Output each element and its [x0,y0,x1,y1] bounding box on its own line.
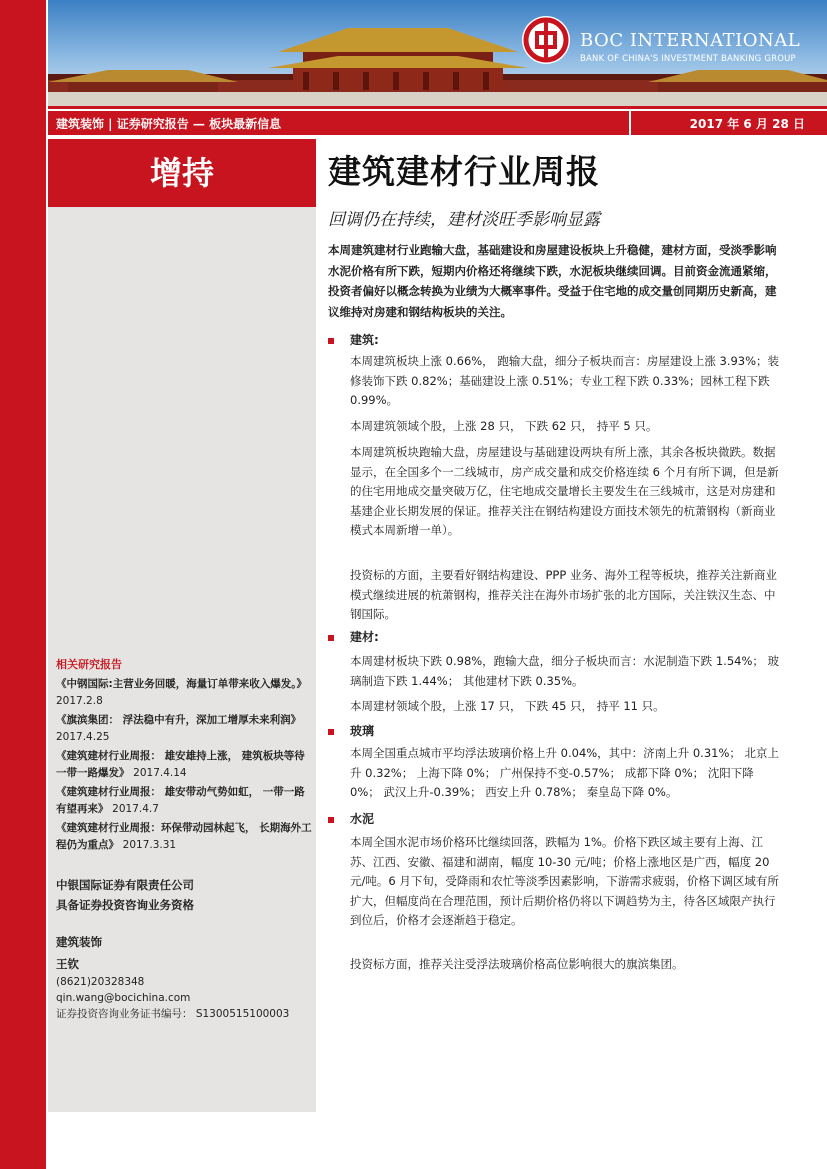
section-heading-construction: 建筑: [328,331,379,348]
summary-paragraph: 本周建筑建材行业跑输大盘，基础建设和房屋建设板块上升稳健，建材方面，受淡季影响水泥价格有所下跌，短期内价格还将继续下跌，水泥板块继续回调。目前资金流通紧缩，投资者偏好以概念转换为业绩为大概率事件。受益于住宅地的成交量创同期历史新高，建议维持对房建和钢结构板块的关注。 [328,243,777,319]
breadcrumb: 建筑装饰 | 证券研究报告 — 板块最新信息 [56,117,282,131]
paragraph: 本周建筑板块跑输大盘，房屋建设与基础建设两块有所上涨，其余各板块微跌。数据显示，在全国多个一二线城市，房产成交量和成交价格连续 6 个月有所下调，但是新的住宅用地成交量突破万亿，住宅地成交量增长主要发生在三线城市，这是对房建和基建企业长期发展的保证。推荐关注在钢结构建设方面技术领先的杭萧钢构（新商业模式本周新增一单）。 [350,445,779,537]
header-divider [48,106,827,109]
section-heading-cement: 水泥 [328,810,374,827]
header-banner [48,0,827,106]
company-qualification: 具备证券投资咨询业务资格 [56,898,194,912]
rating-badge: 增持 [48,139,316,207]
list-item[interactable]: 《中钢国际:主营业务回暖，海量订单带来收入爆发。》 2017.2.8 [56,678,307,707]
sidebar-panel [48,139,316,1112]
report-subtitle: 回调仍在持续，建材淡旺季影响显露 [328,210,600,230]
palace-illustration [48,0,827,106]
breadcrumb-bar [48,111,827,135]
left-accent-bar [0,0,46,1169]
paragraph: 本周全国水泥市场价格环比继续回落，跌幅为 1%。价格下跌区域主要有上海、江苏、江西、安徽、福建和湖南，幅度 10-30 元/吨；价格上涨地区是广西，幅度 20 元/吨。6 月下旬，受降雨和农忙等淡季因素影响，下游需求疲弱，价格下调区域有所扩大，但幅度尚在合理范围，预计后期价格仍将以下调趋势为主，待各区域限产执行到位后，价格才会逐渐趋于稳定。 [350,835,779,927]
paragraph: 投资标的方面，主要看好钢结构建设、PPP 业务、海外工程等板块，推荐关注新商业模式继续进展的杭萧钢构，推荐关注在海外市场扩张的北方国际，关注铁汉生态、中钢国际。 [350,568,777,621]
analyst-phone: (8621)20328348 [56,976,145,988]
paragraph: 本周建材领域个股，上涨 17 只， 下跌 45 只， 持平 11 只。 [350,699,665,713]
bullet-icon [328,635,334,641]
paragraph: 本周建筑领域个股，上涨 28 只， 下跌 62 只， 持平 5 只。 [350,419,658,433]
paragraph: 本周建筑板块上涨 0.66%， 跑输大盘，细分子板块而言：房屋建设上涨 3.93%；装修装饰下跌 0.82%；基础建设上涨 0.51%；专业工程下跌 0.33%；园林工程下跌 0.99%。 [350,354,780,407]
analyst-license: 证券投资咨询业务证书编号： S1300515100003 [56,1008,290,1020]
logo-subtitle: BANK OF CHINA'S INVESTMENT BANKING GROUP [580,54,796,64]
paragraph: 本周全国重点城市平均浮法玻璃价格上升 0.04%，其中：济南上升 0.31%； 北京上升 0.32%； 上海下降 0%； 广州保持不变-0.57%； 成都下降 0%； 沈阳下降 0%； 武汉上升-0.39%； 西安上升 0.78%； 秦皇岛下降 0%。 [350,746,780,799]
boc-logo-icon [522,16,570,64]
sector-label: 建筑装饰 [56,935,102,949]
section-heading-glass: 玻璃 [328,722,374,739]
bullet-icon [328,729,334,735]
bullet-icon [328,338,334,344]
analyst-email[interactable]: qin.wang@bocichina.com [56,992,191,1004]
related-reports-heading: 相关研究报告 [56,658,122,671]
list-item[interactable]: 《建筑建材行业周报： 雄安雄持上涨， 建筑板块等待一带一路爆发》 2017.4.14 [56,750,305,779]
report-title: 建筑建材行业周报 [328,152,600,191]
section-heading-materials: 建材: [328,628,379,645]
company-name: 中银国际证券有限责任公司 [56,878,194,892]
analyst-name: 王钦 [56,957,79,971]
breadcrumb-divider [629,111,631,135]
list-item[interactable]: 《旗滨集团： 浮法稳中有升，深加工增厚未来利润》 2017.4.25 [56,714,302,743]
paragraph: 投资标方面，推荐关注受浮法玻璃价格高位影响很大的旗滨集团。 [350,957,684,971]
list-item[interactable]: 《建筑建材行业周报： 雄安带动气势如虹， 一带一路有望再来》 2017.4.7 [56,786,305,815]
list-item[interactable]: 《建筑建材行业周报：环保带动园林起飞， 长期海外工程仍为重点》 2017.3.31 [56,822,312,851]
report-date: 2017 年 6 月 28 日 [689,117,805,131]
bullet-icon [328,817,334,823]
logo-title: BOC INTERNATIONAL [580,30,801,51]
paragraph: 本周建材板块下跌 0.98%，跑输大盘，细分子板块而言：水泥制造下跌 1.54%； 玻璃制造下跌 1.44%； 其他建材下跌 0.35%。 [350,654,780,688]
related-reports-list [56,676,314,856]
